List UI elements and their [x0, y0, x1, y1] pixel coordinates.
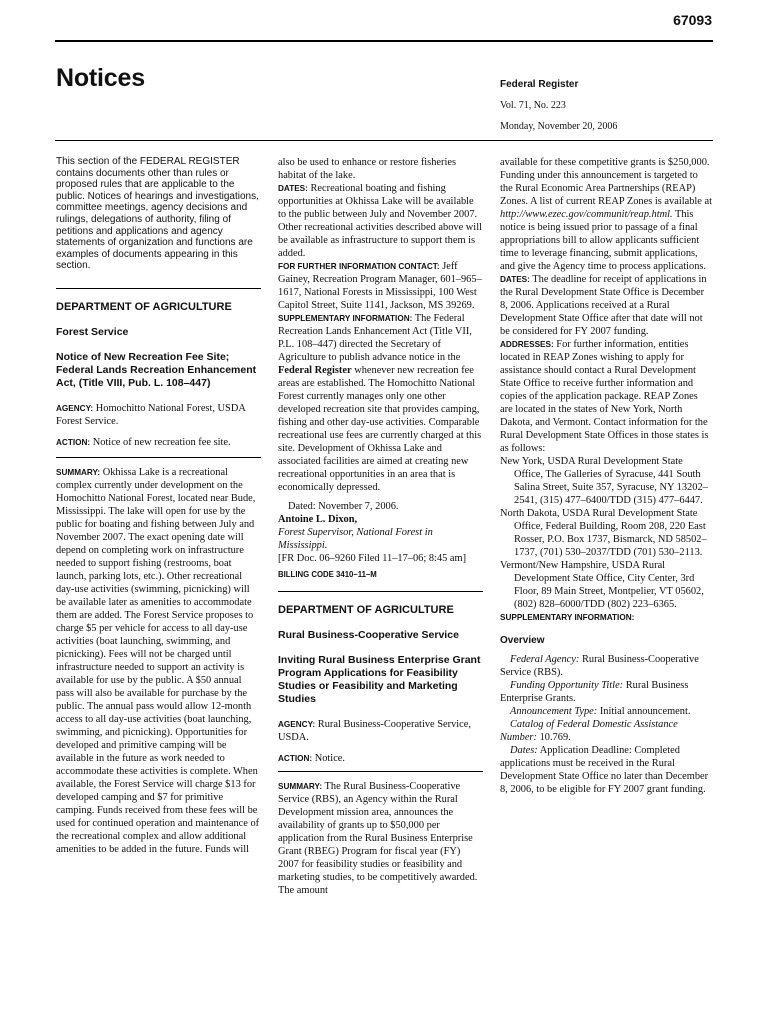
notice-title: Notice of New Recreation Fee Site; Federal Lands Recreation Enhancement Act, (Title VIII, Pub. L. 108–447)	[56, 350, 257, 389]
action-text: Notice of new recreation fee site.	[92, 436, 231, 448]
addresses-label: ADDRESSES:	[500, 340, 554, 349]
summary-continuation-2	[500, 156, 712, 273]
publication-date: Monday, November 20, 2006	[500, 121, 618, 132]
section-title: Notices	[56, 64, 145, 92]
summary-cont-text-1: available for these competitive grants is $250,000. Funding under this announcement is targeted to the Rural Economic Area Partnerships (REAP) Zones. A list of current REAP Zones is available at	[500, 157, 712, 207]
supplementary-text-2: whenever new recreation fee areas are established. The Homochitto National Forest currently manages only one other developed recreation site that provides camping, fishing and other day-use activities. Comparable recreational use fees are currently charged at this site. Development of Okhissa Lake and associated facilities are aimed at creating new recreational opportunities in an area that is economically depressed.	[278, 365, 482, 493]
office-new-york: New York, USDA Rural Development State Office, The Galleries of Syracuse, 441 South Salina Street, Suite 357, Syracuse, NY 13202–2541, (315) 477–6400/TDD (315) 477–6447.	[500, 456, 708, 506]
dates-label: DATES:	[278, 184, 308, 193]
overview-value: Initial announcement.	[599, 706, 691, 717]
federal-register-reference: Federal Register	[278, 365, 352, 376]
summary-cont-text-2: This notice is being issued prior to passage of a final appropriations bill to allow applicants sufficient time to leverage financing, submit applications, and give the Agency time to process applications.	[500, 209, 707, 272]
overview-dates	[500, 744, 712, 796]
overview-value: Rural Business-Cooperative Service (RBS).	[500, 654, 699, 678]
summary-paragraph	[56, 466, 261, 856]
volume-number: Vol. 71, No. 223	[500, 100, 566, 111]
overview-label: Dates:	[510, 745, 538, 756]
column-2	[278, 156, 483, 1012]
overview-funding-title	[500, 679, 712, 705]
dates-label-2: DATES:	[500, 275, 530, 284]
agency-heading-2: Rural Business-Cooperative Service	[278, 629, 459, 641]
supplementary-label-2: SUPPLEMENTARY INFORMATION:	[500, 613, 635, 622]
dates-paragraph-2	[500, 273, 712, 338]
overview-federal-agency	[500, 653, 712, 679]
summary-label-2: SUMMARY:	[278, 782, 323, 791]
contact-text: Jeff Gainey, Recreation Program Manager, 601–965–1617, National Forests in Mississippi, 100 West Capitol Street, Suite 1141, Jackson, MS 39269.	[278, 261, 482, 311]
contact-paragraph	[278, 260, 483, 312]
dates-text-2: The deadline for receipt of applications in the Rural Development State Office is December 8, 2006. Applications received at a Rural Development State Office after that date will not be considered for FY 2007 funding.	[500, 274, 707, 337]
fr-doc-line: [FR Doc. 06–9260 Filed 11–17–06; 8:45 am]	[278, 553, 467, 564]
action-label-2: ACTION:	[278, 754, 313, 763]
summary-text-2: The Rural Business-Cooperative Service (RBS), an Agency within the Rural Development mission area, announces the availability of grants up to $50,000 per application from the Rural Business Enterprise Grant (RBEG) Program for fiscal year (FY) 2007 for feasibility studies or feasibility and marketing studies, to be competitively awarded. The amount	[278, 781, 478, 896]
addresses-paragraph	[500, 338, 712, 455]
header-rule	[55, 40, 713, 42]
page-number: 67093	[673, 12, 712, 28]
action-paragraph-2	[278, 752, 483, 765]
agency-heading: Forest Service	[56, 325, 129, 338]
overview-value: Rural Business Enterprise Grants.	[500, 680, 689, 704]
overview-heading: Overview	[500, 635, 545, 646]
reap-zones-link[interactable]: http://www.ezec.gov/communit/reap.html.	[500, 209, 673, 220]
section-intro: This section of the FEDERAL REGISTER contains documents other than rules or proposed rules that are applicable to the public. Notices of hearings and investigations, committee meetings, agency decisions and rulings, delegations of authority, filing of petitions and applications and agency statements of organization and functions are examples of documents appearing in this section.	[56, 156, 259, 272]
department-heading: DEPARTMENT OF AGRICULTURE	[56, 300, 232, 313]
publication-name: Federal Register	[500, 79, 579, 90]
office-north-dakota: North Dakota, USDA Rural Development State Office, Federal Building, Room 208, 220 East Rosser, P.O. Box 1737, Bismarck, ND 58502–1737, (701) 530–2037/TDD (701) 530–2113.	[500, 508, 707, 558]
overview-announcement-type	[500, 705, 712, 718]
department-heading-2: DEPARTMENT OF AGRICULTURE	[278, 604, 454, 616]
dates-paragraph	[278, 182, 483, 260]
signer-title-text: Forest Supervisor, National Forest in Mississippi.	[278, 527, 433, 551]
signer-title	[278, 526, 483, 552]
dates-text: Recreational boating and fishing opportunities at Okhissa Lake will be available to the public between July and November 2007. Other recreational activities described above will be available as infrastructure to support them is added.	[278, 183, 482, 259]
billing-code: BILLING CODE 3410–11–M	[278, 570, 377, 579]
agency-label-2: AGENCY:	[278, 720, 316, 729]
agency-paragraph-2	[278, 718, 483, 744]
agency-text-2: Rural Business-Cooperative Service, USDA.	[278, 719, 471, 743]
summary-text: Okhissa Lake is a recreational complex currently under development on the Homochitto National Forest, located near Bude, Mississippi. The lake will open for use by the public for boating and fishing between July and November 2007. The exact opening date will depend on completing work on infrastructure needed to support fishing (restrooms, boat launch, parking lots, etc.). Other recreational day-use activities (swimming, picnicking) will be available later as amenities to accommodate them are added. The Forest Service proposes to charge $5 per vehicle for access to all day-use activities (boat launching, swimming, and picnicking). Fees will not be charged until infrastructure needed to support an activity is available for use by the public. A $50 annual pass will also be available for purchase by the public. The annual pass would allow 12-month access to all day-use activities (boat launching, swimming, and picnicking). Opportunities for developed and primitive camping will be available in the future as work needed to accommodate these activities is complete. When available, the Forest Service will charge $13 for developed camping and $7 for primitive camping. Funds received from these fees will be used for continued operation and maintenance of the recreational complex and allow additional amenities to be added in the future. Funds will	[56, 466, 260, 855]
office-vermont: Vermont/New Hampshire, USDA Rural Development State Office, City Center, 3rd Floor, 89 Main Street, Montpelier, VT 05602, (802) 828–6000/TDD (802) 223–6365.	[500, 560, 704, 610]
dated-line: Dated: November 7, 2006.	[288, 501, 399, 512]
overview-cfda-number	[500, 718, 712, 744]
column-1	[56, 156, 261, 1012]
overview-label: Funding Opportunity Title:	[510, 680, 624, 691]
notice-title-2: Inviting Rural Business Enterprise Grant Program Applications for Feasibility Studies or Feasibility and Marketing Studies	[278, 654, 481, 705]
agency-label: AGENCY:	[56, 403, 94, 413]
agency-paragraph	[56, 402, 261, 428]
supplementary-text-1: The Federal Recreation Lands Enhancement Act (Title VII, P.L. 108–447) directed the Secretary of Agriculture to publish advance notice in the	[278, 313, 472, 363]
overview-label: Federal Agency:	[510, 654, 580, 665]
supplementary-label: SUPPLEMENTARY INFORMATION:	[278, 314, 413, 323]
action-text-2: Notice.	[314, 753, 346, 764]
agency-text: Homochitto National Forest, USDA Forest Service.	[56, 402, 246, 427]
summary-continuation: also be used to enhance or restore fisheries habitat of the lake.	[278, 157, 457, 181]
summary-divider-2	[278, 771, 483, 772]
notice-divider	[278, 591, 483, 592]
column-3	[500, 156, 712, 1012]
section-divider	[56, 288, 261, 289]
overview-label: Catalog of Federal Domestic Assistance Number:	[500, 719, 678, 743]
supplementary-paragraph	[278, 312, 483, 494]
addresses-text: For further information, entities located in REAP Zones wishing to apply for assistance should contact a Rural Development State Office to receive further information and copies of the application package. REAP Zones are located in the states of New York, North Dakota, and Vermont. Contact information for the Rural Development State Offices in those states is as follows:	[500, 339, 709, 454]
signer-name: Antoine L. Dixon,	[278, 514, 358, 525]
action-paragraph	[56, 436, 261, 449]
header-divider	[55, 140, 713, 141]
overview-value: 10.769.	[539, 732, 571, 743]
publication-meta	[500, 74, 617, 137]
action-label: ACTION:	[56, 437, 91, 447]
summary-divider	[56, 457, 261, 458]
overview-value: Application Deadline: Completed applications must be received in the Rural Development State Office no later than December 8, 2006, to be eligible for FY 2007 grant funding.	[500, 745, 709, 795]
summary-paragraph-2	[278, 780, 483, 897]
overview-label: Announcement Type:	[510, 706, 598, 717]
summary-label: SUMMARY:	[56, 467, 101, 477]
contact-label: FOR FURTHER INFORMATION CONTACT:	[278, 262, 440, 271]
